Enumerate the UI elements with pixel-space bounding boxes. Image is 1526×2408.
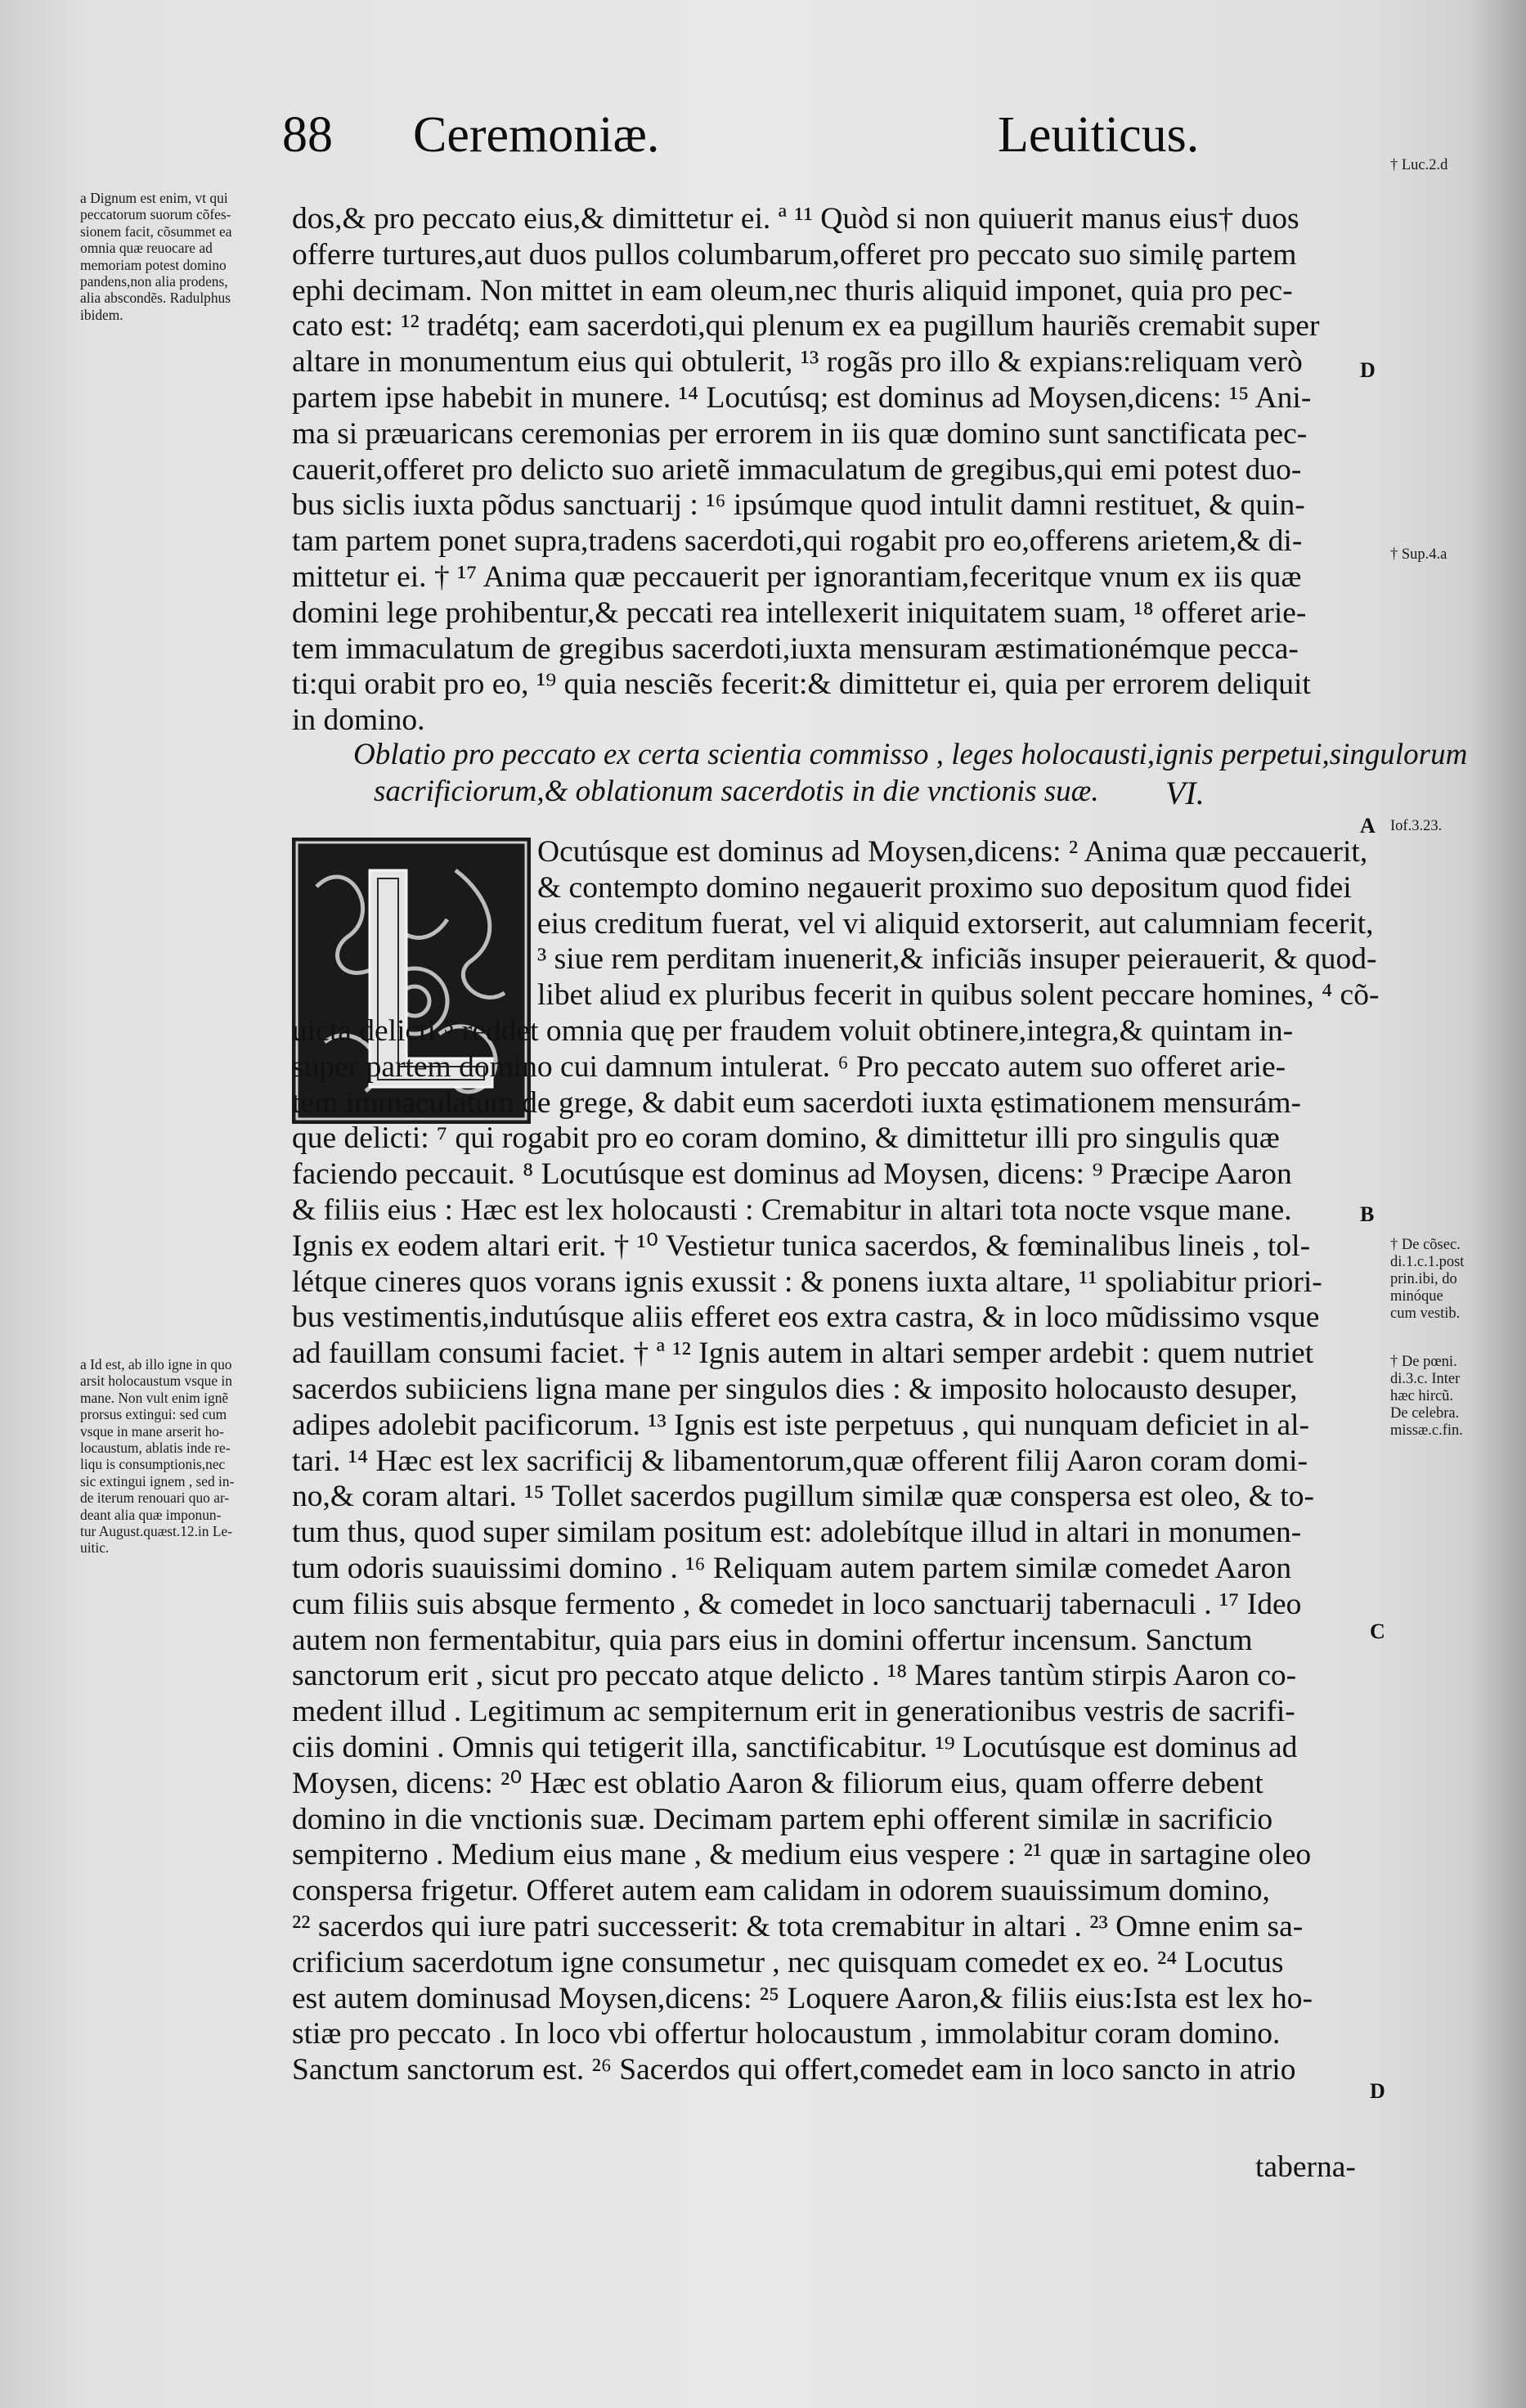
chapter-number: VI. [1165, 775, 1205, 811]
note-line: de iterum renouari quo ar- [80, 1489, 230, 1507]
text-line: ti:qui orabit pro eo, ¹⁹ quia nesciẽs fecerit:& dimittetur ei, quia per errorem deliquit [292, 667, 1311, 702]
text-line: ephi decimam. Non mittet in eam oleum,nec thuris aliquid imponet, quia pro pec- [292, 273, 1293, 308]
ref-line: † Luc.2.d [1390, 157, 1448, 173]
text-line: no,& coram altari. ¹⁵ Tollet sacerdos pugillum similæ quæ conspersa est oleo, & to- [292, 1480, 1314, 1514]
text-line: autem non fermentabitur, quia pars eius in domini offertur incensum. Sanctum [292, 1623, 1253, 1657]
section-letter-d: D [1360, 358, 1376, 382]
ref-line: di.3.c. Inter [1390, 1371, 1461, 1387]
text-line: bus vestimentis,indutúsque aliis efferet eos extra castra, & in loco mũdissimo vsque [292, 1301, 1320, 1335]
text-line: létque cineres quos vorans ignis exussit : & ponens iuxta altare, ¹¹ spoliabitur priori- [292, 1265, 1322, 1299]
ref-line: di.1.c.1.post [1390, 1254, 1465, 1270]
ref-line: Iof.3.23. [1390, 818, 1443, 834]
text-line: tem immaculatum de grege, & dabit eum sacerdoti iuxta ęstimationem mensurám- [292, 1085, 1302, 1120]
main-text-block-1 [292, 201, 1363, 739]
ref-ios [1390, 818, 1442, 835]
section-letter-d: D [1370, 2079, 1385, 2103]
text-line: tari. ¹⁴ Hæc est lex sacrificij & libamentorum,quæ offerent filij Aaron coram domi- [292, 1444, 1308, 1478]
section-letter-a: A [1360, 814, 1376, 838]
text-line: sempiterno . Medium eius mane , & medium eius vespere : ²¹ quæ in sartagine oleo [292, 1838, 1312, 1872]
note-line: omnia quæ reuocare ad [80, 240, 213, 257]
ref-line: missæ.c.fin. [1390, 1422, 1463, 1439]
note-line: a Id est, ab illo igne in quo [80, 1356, 232, 1372]
ref-sup [1390, 546, 1447, 564]
text-line: bus siclis iuxta põdus sanctuarij : ¹⁶ ipsúmque quod intulit damni restituet, & quin- [292, 488, 1305, 523]
margin-note-a [80, 190, 285, 323]
ref-line: † De pœni. [1390, 1354, 1457, 1370]
text-line: partem ipse habebit in munere. ¹⁴ Locutúsq; est dominus ad Moysen,dicens: ¹⁵ Ani- [292, 380, 1312, 415]
text-line: offerre turtures,aut duos pullos columbarum,offeret pro peccato suo similę partem [292, 237, 1297, 272]
summary-line: sacrificiorum,& oblationum sacerdotis in die vnctionis suæ. [374, 775, 1099, 808]
main-text-block-2 [292, 834, 1380, 2088]
note-line: peccatorum suorum cõfes- [80, 206, 231, 223]
note-line: memoriam potest domino [80, 256, 227, 273]
note-line: liqu is consumptionis,nec [80, 1456, 226, 1473]
margin-note-b [80, 1356, 285, 1557]
text-line: libet aliud ex pluribus fecerit in quibus solent peccare homines, ⁴ cõ- [537, 978, 1380, 1013]
text-line: domini lege prohibentur,& peccati rea intellexerit iniquitatem suam, ¹⁸ offeret arie- [292, 595, 1307, 630]
text-line: tam partem ponet supra,tradens sacerdoti,qui rogabit pro eo,offerens arietem,& di- [292, 524, 1303, 559]
text-line: domino in die vnctionis suæ. Decimam partem ephi offerent similæ in sacrificio [292, 1802, 1273, 1836]
text-line: cum filiis suis absque fermento , & comedet in loco sanctuarij tabernaculi . ¹⁷ Ideo [292, 1587, 1302, 1621]
text-line: ciis domini . Omnis qui tetigerit illa, sanctificabitur. ¹⁹ Locutúsque est dominus ad [292, 1730, 1298, 1764]
note-line: tur August.quæst.12.in Le- [80, 1523, 232, 1540]
ref-luc [1390, 157, 1447, 174]
text-line: ³ siue rem perditam inuenerit,& inficiãs insuper peierauerit, & quod- [537, 942, 1377, 977]
note-line: arsit holocaustum vsque in [80, 1372, 232, 1390]
text-line: in domino. [292, 703, 425, 738]
ref-line: prin.ibi, do [1390, 1271, 1457, 1287]
text-line: stiæ pro peccato . In loco vbi offertur holocaustum , immolabitur coram domino. [292, 2017, 1281, 2051]
text-line: ²² sacerdos qui iure patri successerit: & tota cremabitur in altari . ²³ Omne enim sa- [292, 1909, 1304, 1943]
text-line: sacerdos subiiciens ligna mane per singulos dies : & imposito holocausto desuper, [292, 1372, 1298, 1406]
text-line: dos,& pro peccato eius,& dimittetur ei. ª ¹¹ Quòd si non quiuerit manus eius† duos [292, 202, 1299, 236]
running-head: Ceremoniæ. [413, 107, 660, 163]
section-letter-c: C [1370, 1620, 1385, 1643]
text-line: & filiis eius : Hæc est lex holocausti : Cremabitur in altari tota nocte vsque mane. [292, 1193, 1292, 1227]
ref-de-poenitentia [1390, 1354, 1463, 1440]
catchword: taberna- [1255, 2150, 1356, 2184]
text-line: adipes adolebit pacificorum. ¹³ Ignis est iste perpetuus , qui nunquam deficiet in al- [292, 1408, 1310, 1442]
note-line: pandens,non alia prodens, [80, 273, 228, 290]
ref-line: cum vestib. [1390, 1305, 1461, 1322]
text-line: cauerit,offeret pro delicto suo arietẽ immaculatum de gregibus,qui emi potest duo- [292, 452, 1302, 487]
note-line: ibidem. [80, 306, 123, 323]
text-line: conspersa frigetur. Offeret autem eam calidam in odorem suauissimum domino, [292, 1874, 1270, 1908]
text-line: est autem dominusad Moysen,dicens: ²⁵ Loquere Aaron,& filiis eius:Ista est lex ho- [292, 1981, 1313, 2015]
note-line: locaustum, ablatis inde re- [80, 1440, 231, 1457]
summary-line: Oblatio pro peccato ex certa scientia commisso , leges holocausti,ignis perpetui,singulorum [353, 738, 1468, 771]
text-line: Sanctum sanctorum est. ²⁶ Sacerdos qui offert,comedet eam in loco sancto in atrio [292, 2053, 1296, 2087]
note-line: deant alia quæ imponun- [80, 1506, 222, 1523]
note-line: sic extingui ignem , sed in- [80, 1472, 235, 1489]
text-line: Ignis ex eodem altari erit. † ¹⁰ Vestietur tunica sacerdos, & fœminalibus lineis , tol- [292, 1229, 1311, 1263]
binding-shadow [1469, 0, 1526, 2408]
text-line: medent illud . Legitimum ac sempiternum erit in generationibus vestris de sacrifi- [292, 1695, 1295, 1729]
text-line: cato est: ¹² tradétq; eam sacerdoti,qui plenum ex ea pugillum hauriẽs cremabit super [292, 309, 1320, 344]
text-line: ma si præuaricans ceremonias per errorem in iis quæ domino sunt sanctificata pec- [292, 416, 1308, 451]
note-line: prorsus extingui: sed cum [80, 1406, 227, 1423]
ref-line: De celebra. [1390, 1405, 1460, 1422]
ref-line: minóque [1390, 1288, 1443, 1305]
section-letter-b: B [1360, 1202, 1375, 1226]
note-line: a Dignum est enim, vt qui [80, 190, 228, 206]
text-line: uicta delicti ⁵ reddet omnia quę per fraudem voluit obtinere,integra,& quintam in- [292, 1013, 1294, 1048]
text-line: faciendo peccauit. ⁸ Locutúsque est dominus ad Moysen, dicens: ⁹ Præcipe Aaron [292, 1157, 1292, 1192]
ref-de-consecratione [1390, 1237, 1464, 1323]
note-line: mane. Non vult enim ignẽ [80, 1389, 229, 1406]
text-line: super partem domino cui damnum intulerat. ⁶ Pro peccato autem suo offeret arie- [292, 1049, 1286, 1084]
book-title: Leuiticus. [998, 107, 1200, 163]
text-line: & contempto domino negauerit proximo suo depositum quod fidei [537, 870, 1352, 905]
note-line: alia abscondẽs. Radulphus [80, 290, 231, 307]
ref-line: † De cõsec. [1390, 1237, 1461, 1253]
text-line: altare in monumentum eius qui obtulerit, ¹³ rogãs pro illo & expians:reliquam verò [292, 345, 1303, 380]
text-line: Moysen, dicens: ²⁰ Hæc est oblatio Aaron & filiorum eius, quam offerre debent [292, 1766, 1263, 1800]
text-line: tum thus, quod super similam positum est: adolebítque illud in altari in monumen- [292, 1516, 1302, 1550]
text-line: eius creditum fuerat, vel vi aliquid extorserit, aut calumniam fecerit, [537, 906, 1374, 941]
text-line: sanctorum erit , sicut pro peccato atque delicto . ¹⁸ Mares tantùm stirpis Aaron co- [292, 1659, 1297, 1693]
note-line: uitic. [80, 1539, 110, 1557]
text-line: que delicti: ⁷ qui rogabit pro eo coram domino, & dimittetur illi pro singulis quæ [292, 1121, 1280, 1156]
text-line: Ocutúsque est dominus ad Moysen,dicens: ² Anima quæ peccauerit, [537, 835, 1368, 869]
note-line: vsque in mane arserit ho- [80, 1422, 224, 1440]
text-line: ad fauillam consumi faciet. † ª ¹² Ignis autem in altari semper ardebit : quem nutriet [292, 1337, 1314, 1371]
folio-number: 88 [282, 107, 333, 163]
ref-line: hæc hircũ. [1390, 1388, 1454, 1404]
text-line: tum odoris suauissimi domino . ¹⁶ Reliquam autem partem similæ comedet Aaron [292, 1551, 1292, 1585]
text-line: mittetur ei. † ¹⁷ Anima quæ peccauerit per ignorantiam,feceritque vnum ex iis quæ [292, 559, 1302, 594]
text-line: tem immaculatum de gregibus sacerdoti,iuxta mensuram æstimationémque pecca- [292, 631, 1299, 666]
ref-line: † Sup.4.a [1390, 546, 1447, 563]
note-line: sionem facit, cõsummet ea [80, 222, 232, 240]
text-line: crificium sacerdotum igne consumetur , nec quisquam comedet ex eo. ²⁴ Locutus [292, 1945, 1284, 1979]
